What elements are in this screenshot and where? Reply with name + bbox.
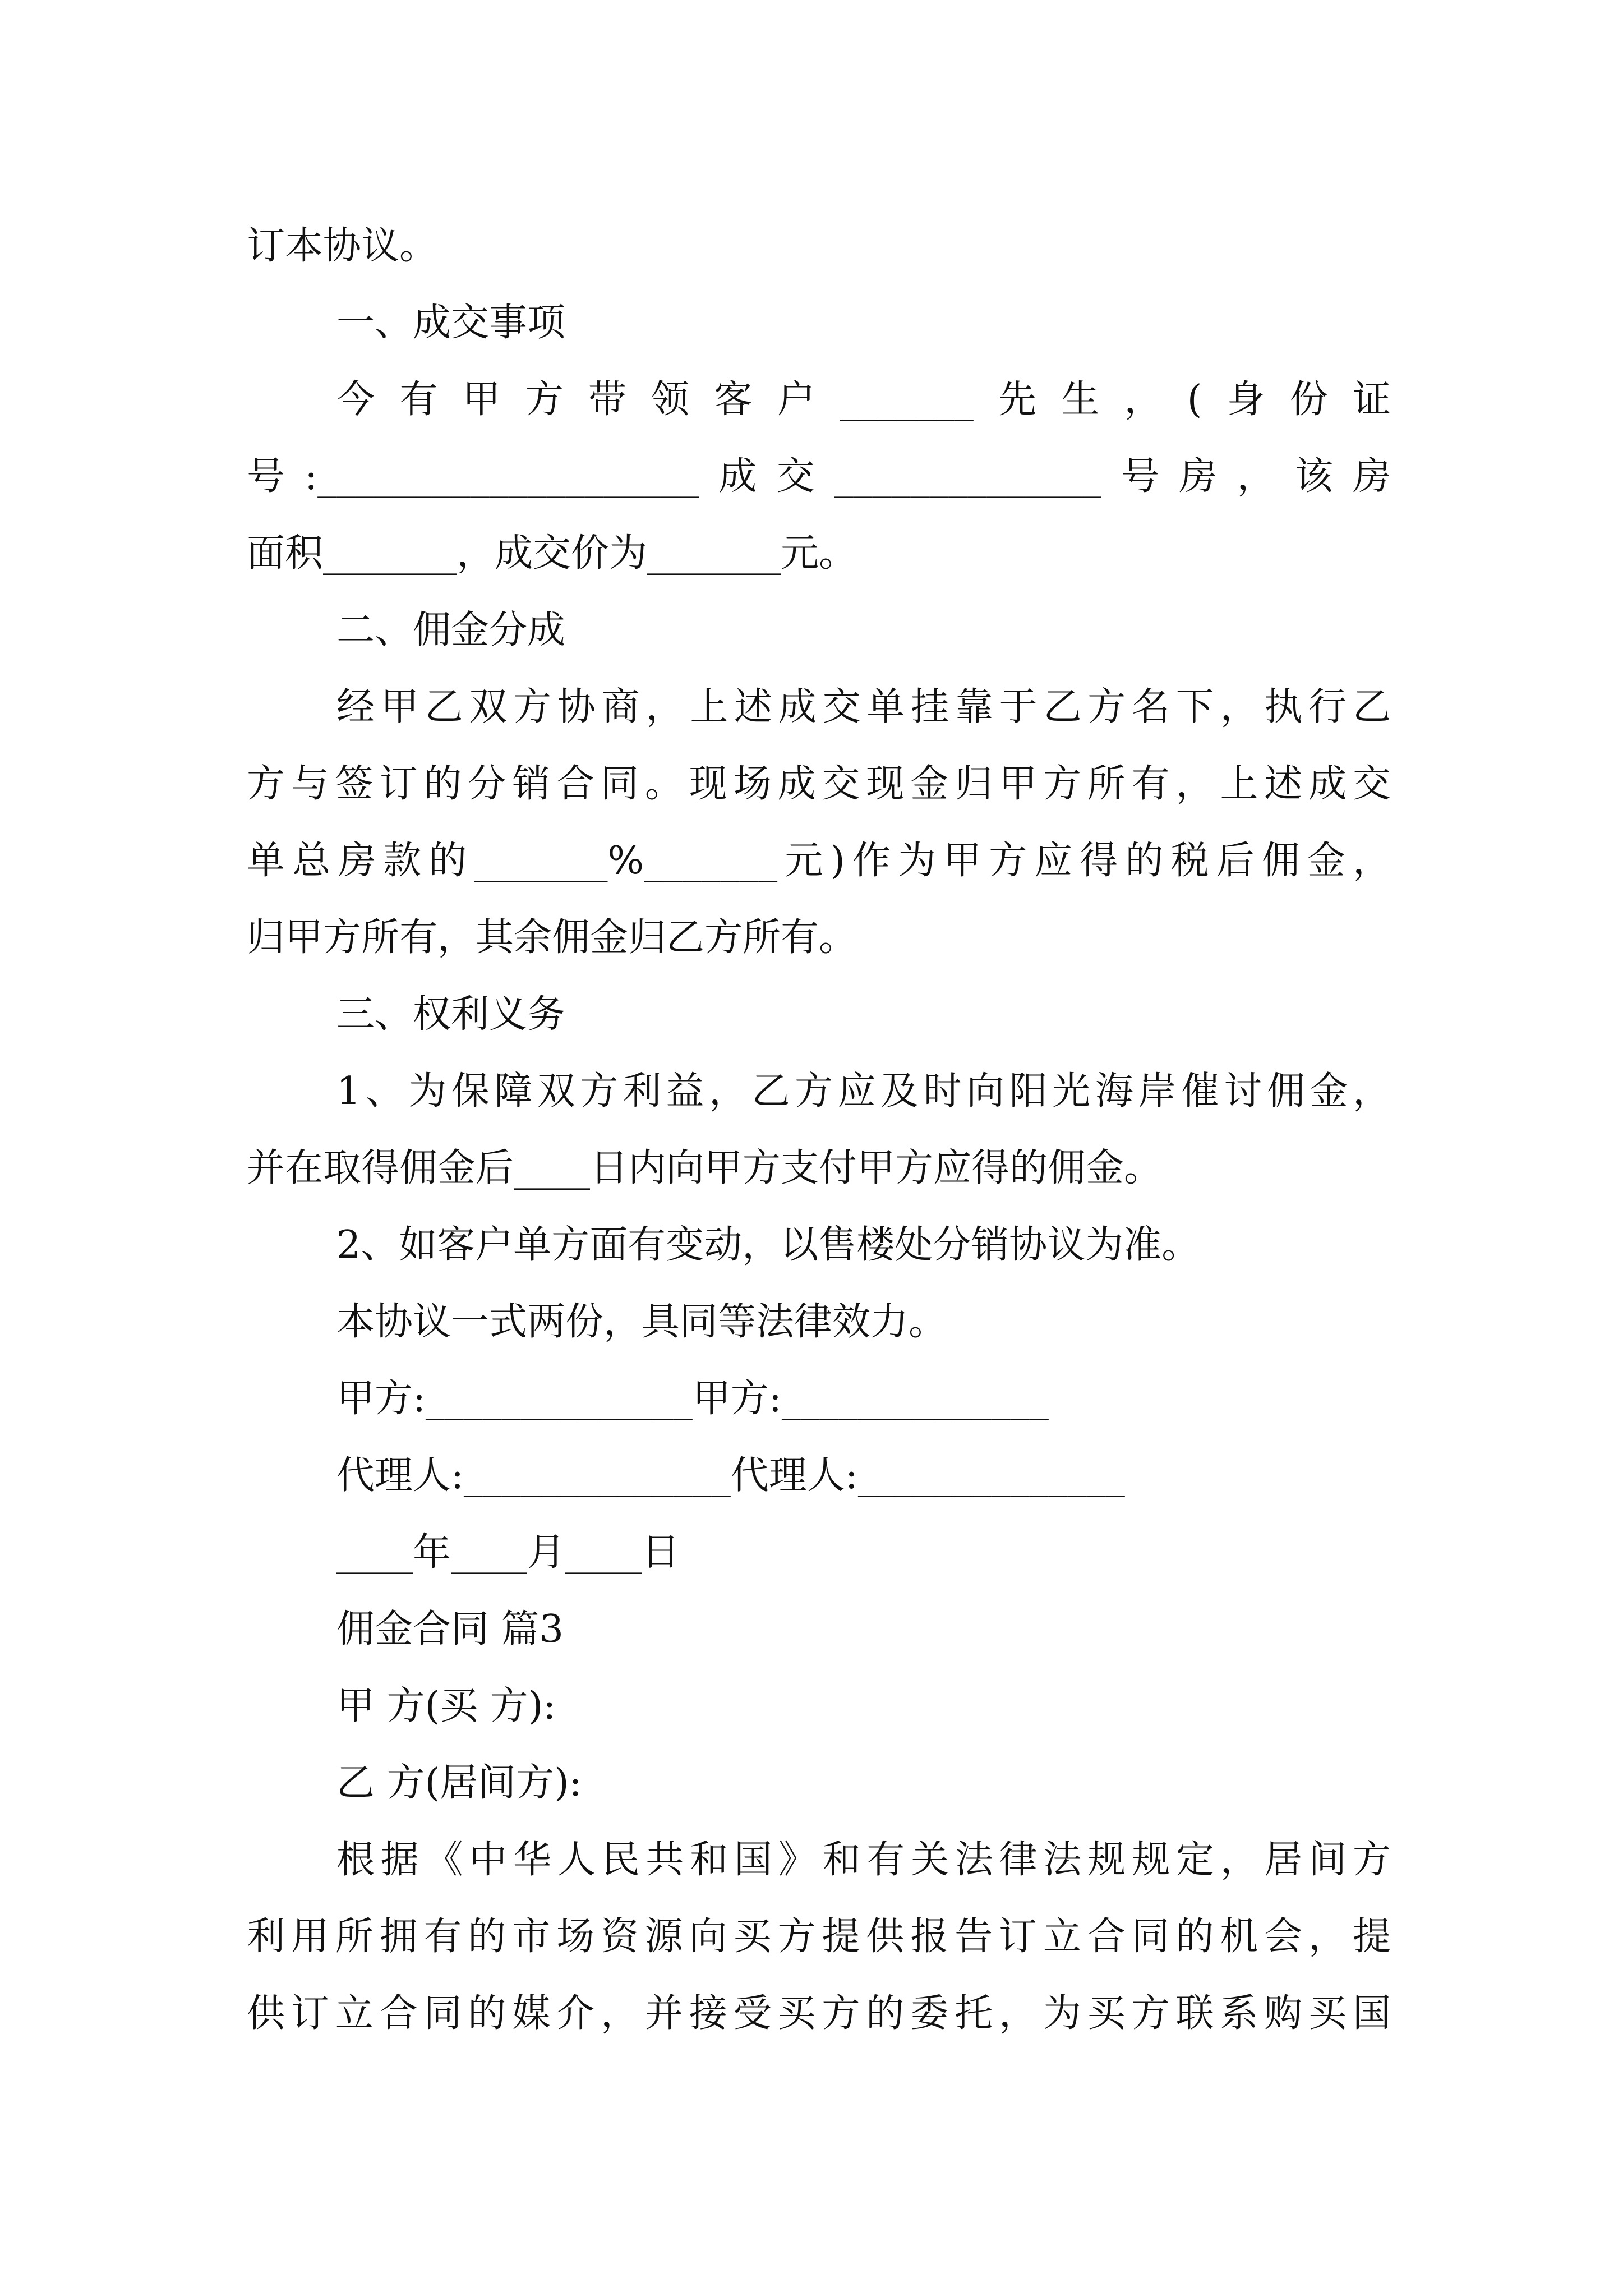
- paragraph-line-7: 经甲乙双方协商，上述成交单挂靠于乙方名下，执行乙: [336, 685, 1391, 729]
- paragraph-line-13: 并在取得佣金后____日内向甲方支付甲方应得的佣金。: [247, 1146, 1163, 1190]
- document-body: [247, 208, 1391, 2052]
- section-heading-rights: 三、权利义务: [336, 992, 566, 1037]
- paragraph-line-8: 方与签订的分销合同。现场成交现金归甲方所有，上述成交: [247, 762, 1391, 806]
- paragraph-line-23: 利用所拥有的市场资源向买方提供报告订立合同的机会，提: [247, 1915, 1391, 1959]
- party-b-intermediary: 乙 方(居间方):: [336, 1761, 582, 1805]
- contract-title-part3: 佣金合同 篇3: [336, 1607, 564, 1651]
- party-a-buyer: 甲 方(买 方):: [336, 1684, 556, 1728]
- paragraph-line-10: 归甲方所有，其余佣金归乙方所有。: [247, 915, 857, 960]
- section-heading-commission: 二、佣金分成: [336, 608, 566, 652]
- paragraph-line-14: 2、如客户单方面有变动，以售楼处分销协议为准。: [336, 1223, 1200, 1267]
- signature-agent: 代理人:______________代理人:______________: [336, 1453, 1125, 1498]
- paragraph-line-5: 面积_______，成交价为_______元。: [247, 531, 857, 576]
- paragraph-line-15: 本协议一式两份，具同等法律效力。: [336, 1300, 947, 1344]
- section-heading-transaction: 一、成交事项: [336, 301, 566, 345]
- signature-party-a: 甲方:______________甲方:______________: [336, 1377, 1049, 1421]
- paragraph-line-22: 根据《中华人民共和国》和有关法律法规规定，居间方: [336, 1838, 1391, 1882]
- paragraph-line-4: 号:____________________成交______________号房，该房: [247, 454, 1391, 499]
- paragraph-line-12: 1、为保障双方利益，乙方应及时向阳光海岸催讨佣金，: [336, 1069, 1391, 1114]
- paragraph-line-24: 供订立合同的媒介，并接受买方的委托，为买方联系购买国: [247, 1991, 1391, 2036]
- signature-date: ____年____月____日: [336, 1530, 680, 1575]
- paragraph-line-1: 订本协议。: [247, 224, 438, 268]
- paragraph-line-3: 今有甲方带领客户_______先生，(身份证: [336, 378, 1391, 422]
- paragraph-line-9: 单总房款的_______%_______元)作为甲方应得的税后佣金，: [247, 839, 1391, 883]
